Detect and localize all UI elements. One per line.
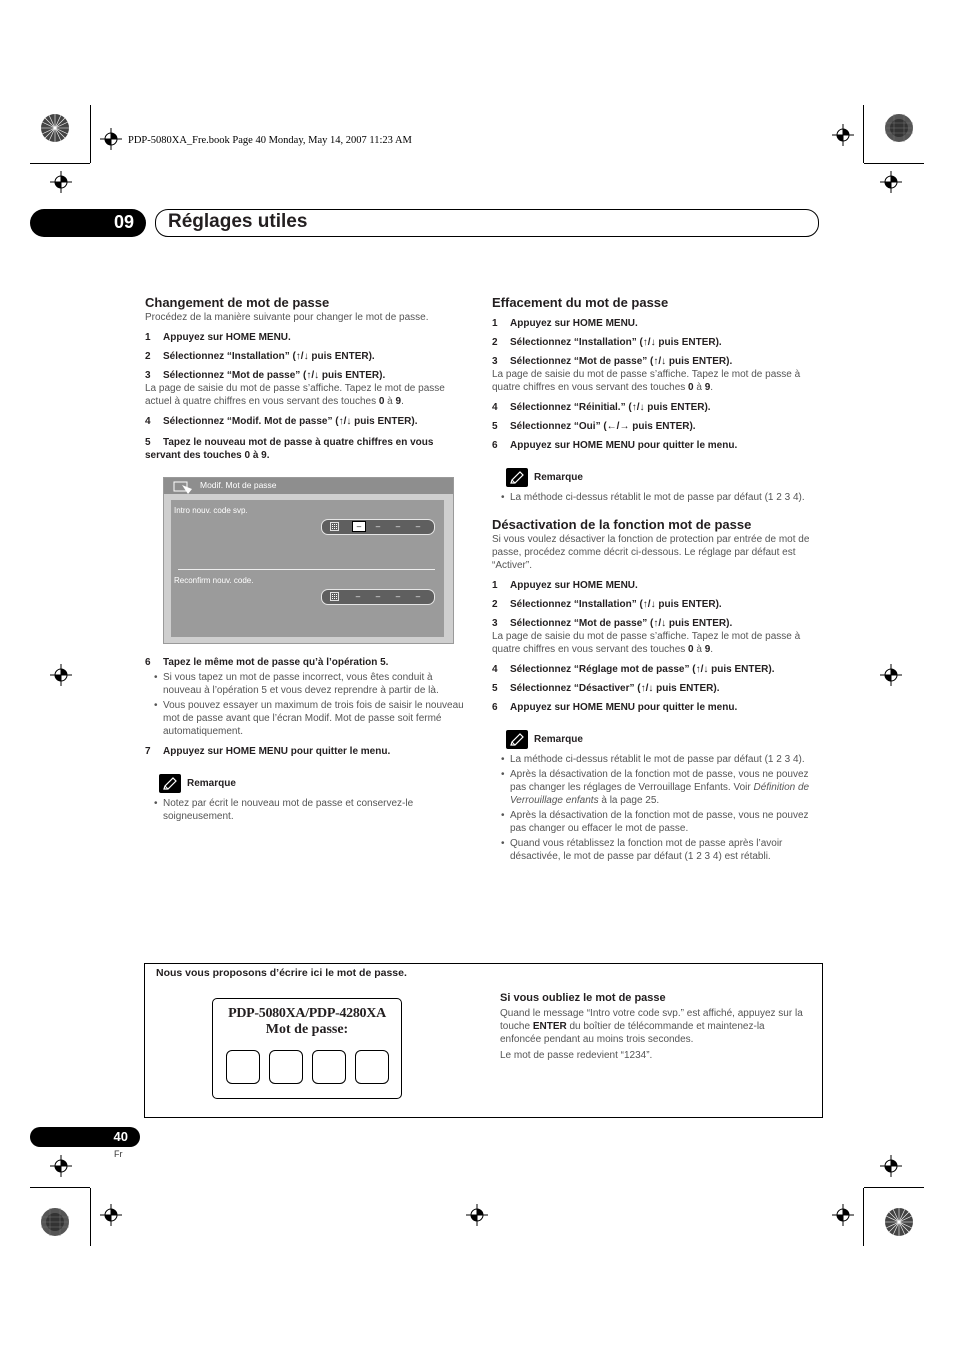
bullet-item: • Notez par écrit le nouveau mot de passe et conservez-le soigneusement. <box>145 797 470 823</box>
step: 6 Appuyez sur HOME MENU pour quitter le menu. <box>492 440 738 451</box>
chapter-number: 09 <box>113 212 134 232</box>
osd-label-new-code: Intro nouv. code svp. <box>174 506 248 515</box>
password-digit-1[interactable]: – <box>352 521 366 532</box>
step: 4 Sélectionnez “Réinitial.” (↑/↓ puis ENTER). <box>492 402 711 413</box>
note-header <box>506 730 817 749</box>
registration-crosshair-icon <box>50 664 72 686</box>
step-description: La page de saisie du mot de passe s’affiche. Tapez le mot de passe à quatre chiffres en vous servant des touches 0 à 9. <box>492 631 801 655</box>
registration-crosshair-icon <box>880 1155 902 1177</box>
step: 6 Appuyez sur HOME MENU pour quitter le menu. <box>492 702 738 713</box>
step: 5 Tapez le nouveau mot de passe à quatre chiffres en vous servant des touches 0 à 9. <box>145 437 434 461</box>
page-number: 40 <box>113 1129 128 1144</box>
bullet-item: • La méthode ci-dessus rétablit le mot de passe par défaut (1 2 3 4). <box>492 753 817 766</box>
card-model: PDP-5080XA/PDP-4280XA <box>228 1006 386 1021</box>
page-number-badge <box>30 1127 140 1147</box>
note-pencil-icon <box>159 774 181 793</box>
password-write-box <box>312 1050 346 1084</box>
password-write-box <box>269 1050 303 1084</box>
password-write-box <box>226 1050 260 1084</box>
note-header <box>159 774 470 793</box>
section-heading: Changement de mot de passe <box>145 295 330 310</box>
registration-crosshair-icon <box>50 1155 72 1177</box>
step: 3 Sélectionnez “Mot de passe” (↑/↓ puis ENTER). <box>145 370 386 381</box>
step: 4 Sélectionnez “Modif. Mot de passe” (↑/↓ puis ENTER). <box>145 416 418 427</box>
osd-screen <box>163 477 454 644</box>
left-column-lower <box>145 650 470 823</box>
password-digit-4[interactable]: – <box>415 522 421 531</box>
step-description: La page de saisie du mot de passe s’affiche. Tapez le mot de passe actuel à quatre chiffres en vous servant des touches 0 à 9. <box>145 383 445 407</box>
step: 2 Sélectionnez “Installation” (↑/↓ puis ENTER). <box>492 337 722 348</box>
section-heading: Désactivation de la fonction mot de passe <box>492 517 752 532</box>
file-info: PDP-5080XA_Fre.book Page 40 Monday, May 14, 2007 11:23 AM <box>128 135 412 146</box>
osd-label-confirm-code: Reconfirm nouv. code. <box>174 576 254 585</box>
osd-panel <box>171 500 444 637</box>
step: 1 Appuyez sur HOME MENU. <box>492 580 638 591</box>
note-label: Remarque <box>534 472 583 483</box>
registration-crosshair-icon <box>50 171 72 193</box>
step: 1 Appuyez sur HOME MENU. <box>492 318 638 329</box>
bullet-item: • La méthode ci-dessus rétablit le mot de passe par défaut (1 2 3 4). <box>492 491 817 504</box>
password-digit-3[interactable]: – <box>395 522 401 531</box>
bullet-item: • Après la désactivation de la fonction mot de passe, vous ne pouvez pas changer ou effacer le mot de passe. <box>492 809 817 835</box>
password-card <box>212 998 402 1099</box>
section-intro: Si vous voulez désactiver la fonction de protection par entrée de mot de passe, procédez comme décrit ci-dessous. Le réglage par défaut est “Activer”. <box>492 534 810 571</box>
crop-mark <box>864 1187 924 1188</box>
bullet-item: • Vous pouvez essayer un maximum de trois fois de saisir le nouveau mot de passe avant que l’écran Modif. Mot de passe soit fermé automatiquement. <box>145 699 470 738</box>
step: 2 Sélectionnez “Installation” (↑/↓ puis ENTER). <box>145 351 375 362</box>
keypad-icon <box>328 522 340 531</box>
bullet-item: • Quand vous rétablissez la fonction mot de passe après l’avoir désactivée, le mot de passe par défaut (1 2 3 4) est rétabli. <box>492 837 817 863</box>
registration-starburst-icon <box>884 1207 914 1237</box>
step: 5 Sélectionnez “Oui” (←/→ puis ENTER). <box>492 421 696 432</box>
right-column <box>492 296 817 863</box>
registration-crosshair-icon <box>832 1204 854 1226</box>
registration-crosshair-icon <box>880 171 902 193</box>
registration-crosshair-icon <box>832 124 854 146</box>
confirm-digit-2[interactable]: – <box>375 592 381 601</box>
note-pencil-icon <box>506 468 528 487</box>
crop-mark <box>30 163 90 164</box>
registration-starburst-icon <box>40 1207 70 1237</box>
forgot-password-section <box>500 992 805 1062</box>
crop-mark <box>30 1187 90 1188</box>
note-label: Remarque <box>187 778 236 789</box>
password-entry-field[interactable] <box>321 519 435 535</box>
osd-title: Modif. Mot de passe <box>200 480 277 490</box>
step: 3 Sélectionnez “Mot de passe” (↑/↓ puis ENTER). <box>492 618 733 629</box>
osd-titlebar <box>164 478 453 494</box>
registration-crosshair-icon <box>100 128 122 150</box>
section-intro: Procédez de la manière suivante pour changer le mot de passe. <box>145 312 429 323</box>
osd-divider <box>178 569 435 570</box>
keypad-icon <box>328 592 340 601</box>
crop-mark <box>90 1188 91 1246</box>
crop-mark <box>90 105 91 163</box>
left-column <box>145 296 470 462</box>
crop-mark <box>863 1188 864 1246</box>
registration-crosshair-icon <box>466 1204 488 1226</box>
password-confirm-field[interactable] <box>321 589 435 605</box>
step: 6 Tapez le même mot de passe qu’à l’opération 5. <box>145 657 389 668</box>
registration-crosshair-icon <box>880 664 902 686</box>
bullet-item: • Après la désactivation de la fonction mot de passe, vous ne pouvez pas changer les réglages de Verrouillage Enfants. Voir Définition de Verrouillage enfants à la page 25. <box>492 768 817 807</box>
registration-crosshair-icon <box>100 1204 122 1226</box>
forgot-text: Quand le message “Intro votre code svp.” est affiché, appuyez sur la touche ENTER du boîtier de télécommande et maintenez-la enfoncée pendant au moins trois secondes. <box>500 1008 803 1045</box>
page-language: Fr <box>114 1149 123 1159</box>
password-digit-2[interactable]: – <box>375 522 381 531</box>
section-heading: Effacement du mot de passe <box>492 295 669 310</box>
crop-mark <box>863 105 864 163</box>
step: 5 Sélectionnez “Désactiver” (↑/↓ puis ENTER). <box>492 683 720 694</box>
forgot-heading: Si vous oubliez le mot de passe <box>500 992 666 1004</box>
note-header <box>506 468 817 487</box>
chapter-number-badge <box>30 209 146 237</box>
password-memo-heading: Nous vous proposons d’écrire ici le mot de passe. <box>156 967 407 979</box>
password-write-box <box>355 1050 389 1084</box>
step-description: La page de saisie du mot de passe s’affiche. Tapez le mot de passe à quatre chiffres en vous servant des touches 0 à 9. <box>492 369 801 393</box>
card-label: Mot de passe: <box>265 1022 349 1037</box>
step: 2 Sélectionnez “Installation” (↑/↓ puis ENTER). <box>492 599 722 610</box>
confirm-digit-4[interactable]: – <box>415 592 421 601</box>
bullet-item: • Si vous tapez un mot de passe incorrect, vous êtes conduit à nouveau à l’opération 5 et vous devez reprendre à partir de là. <box>145 671 470 697</box>
chapter-title: Réglages utiles <box>168 211 308 232</box>
chapter-title-bar <box>155 209 819 237</box>
registration-starburst-icon <box>884 113 914 143</box>
note-label: Remarque <box>534 734 583 745</box>
confirm-digit-3[interactable]: – <box>395 592 401 601</box>
note-pencil-icon <box>506 730 528 749</box>
step: 4 Sélectionnez “Réglage mot de passe” (↑/↓ puis ENTER). <box>492 664 775 675</box>
crop-mark <box>864 163 924 164</box>
step: 1 Appuyez sur HOME MENU. <box>145 332 291 343</box>
confirm-digit-1[interactable]: – <box>355 592 361 601</box>
step: 7 Appuyez sur HOME MENU pour quitter le menu. <box>145 746 391 757</box>
forgot-text-2: Le mot de passe redevient “1234”. <box>500 1050 653 1061</box>
registration-starburst-icon <box>40 113 70 143</box>
step: 3 Sélectionnez “Mot de passe” (↑/↓ puis ENTER). <box>492 356 733 367</box>
osd-menu-icon <box>172 479 194 495</box>
